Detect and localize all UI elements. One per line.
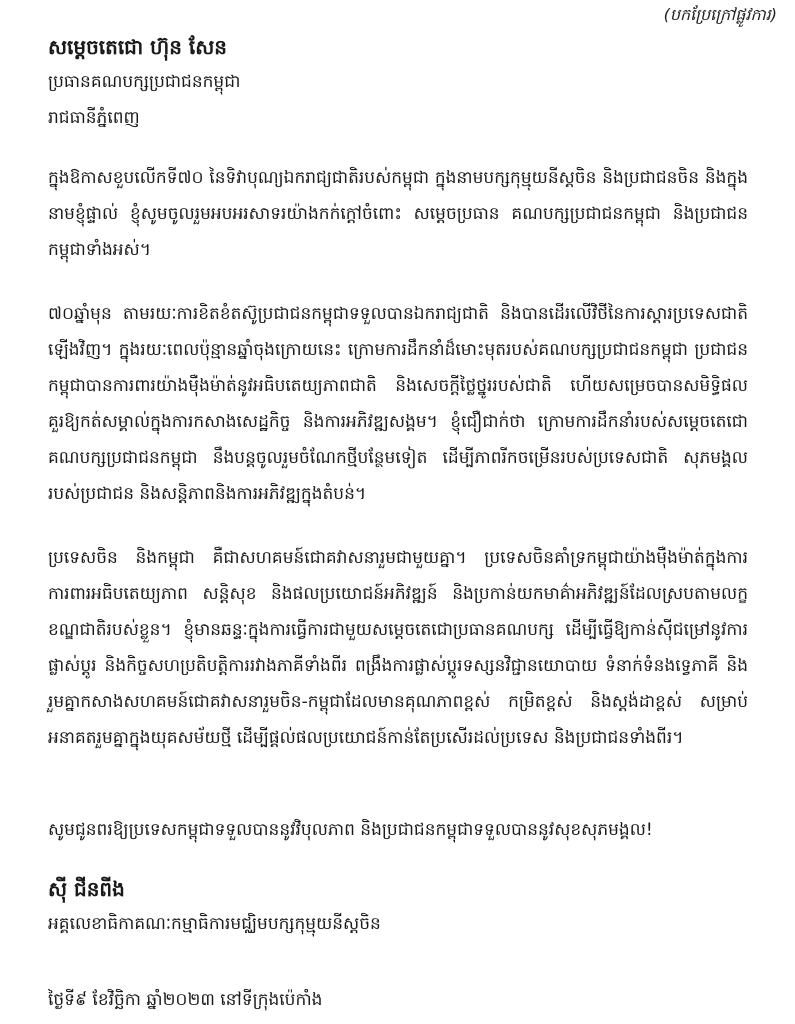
- closing-wish: សូមជូនពរឱ្យប្រទេសកម្ពុជាទទួលបាននូវវិបុលភាព និងប្រជាជនកម្ពុជាទទួលបាននូវសុខសុភមង្គល!: [48, 820, 653, 840]
- paragraph-history: ៧០ឆ្នាំមុន តាមរយៈការខិតខំតស៊ូប្រជាជនកម្ពុជាទទួលបានឯករាជ្យជាតិ និងបានដើរលើវិថីនៃការស្តារប្រទេសជាតិឡើងវិញ។ ក្នុងរយៈពេលប៉ុន្មានឆ្នាំចុងក្រោយនេះ ក្រោមការដឹកនាំដ៏មោះមុតរបស់គណបក្សប្រជាជនកម្ពុជា ប្រជាជនកម្ពុជាបានការពារយ៉ាងម៉ឺងម៉ាត់នូវអធិបតេយ្យភាពជាតិ និងសេចក្តីថ្លៃថ្នូររបស់ជាតិ ហើយសម្រេចបានសមិទ្ធិផលគួរឱ្យកត់សម្គាល់ក្នុងការកសាងសេដ្ឋកិច្ច និងការអភិវឌ្ឍសង្គម។ ខ្ញុំជឿជាក់ថា ក្រោមការដឹកនាំរបស់សម្តេចតេជោ គណបក្សប្រជាជនកម្ពុជា នឹងបន្តចូលរួមចំណែកថ្មីបន្ថែមទៀត ដើម្បីភាពរីកចម្រើនរបស់ប្រទេសជាតិ សុភមង្គលរបស់ប្រជាជន និងសន្តិភាពនិងការអភិវឌ្ឍក្នុងតំបន់។: [48, 304, 748, 504]
- date-place: ថ្ងៃទី៩ ខែវិច្ឆិកា ឆ្នាំ២០២៣ នៅទីក្រុងប៉េកាំង: [48, 990, 323, 1010]
- letter-body: [48, 160, 748, 784]
- signer-name: ស៊ី ជីនពីង: [48, 877, 125, 901]
- signature-block: [48, 872, 748, 942]
- addressee-title: ប្រធានគណបក្សប្រជាជនកម្ពុជា: [48, 72, 241, 92]
- addressee-block: [48, 30, 748, 136]
- translation-note: (បកប្រែក្រៅផ្លូវការ): [663, 5, 777, 24]
- paragraph-relations: ប្រទេសចិន និងកម្ពុជា គឺជាសហគមន៍ជោគវាសនារួមជាមួយគ្នា។ ប្រទេសចិនគាំទ្រកម្ពុជាយ៉ាងម៉ឺងម៉ាត់ក្នុងការការពារអធិបតេយ្យភាព សន្តិសុខ និងផលប្រយោជន៍អភិវឌ្ឍន៍ និងប្រកាន់យកមាគ៌ាអភិវឌ្ឍន៍ដែលស្របតាមលក្ខខណ្ឌជាតិរបស់ខ្លួន។ ខ្ញុំមានឆន្ទៈក្នុងការធ្វើការជាមួយសម្តេចតេជោប្រធានគណបក្ស ដើម្បីធ្វើឱ្យកាន់ស៊ីជម្រៅនូវការផ្លាស់ប្តូរ និងកិច្ចសហប្រតិបត្តិការរវាងភាគីទាំងពីរ ពង្រឹងការផ្លាស់ប្តូរទស្សនវិជ្ជានយោបាយ ទំនាក់ទំនងទ្វេភាគី និងរួមគ្នាកសាងសហគមន៍ជោគវាសនារួមចិន-កម្ពុជាដែលមានគុណភាពខ្ពស់ កម្រិតខ្ពស់ និងស្តង់ដាខ្ពស់ សម្រាប់អនាគតរួមគ្នាក្នុងយុគសម័យថ្មី ដើម្បីផ្តល់ផលប្រយោជន៍កាន់តែប្រសើរដល់ប្រទេស និងប្រជាជនទាំងពីរ។: [48, 548, 748, 748]
- paragraph-congratulations: ក្នុងឱកាសខួបលើកទី៧០ នៃទិវាបុណ្យឯករាជ្យជាតិរបស់កម្ពុជា ក្នុងនាមបក្សកុម្មុយនីស្តចិន និងប្រជាជនចិន និងក្នុងនាមខ្ញុំផ្ទាល់ ខ្ញុំសូមចូលរួមអបអរសាទរយ៉ាងកក់ក្តៅចំពោះ សម្តេចប្រធាន គណបក្សប្រជាជនកម្ពុជា និងប្រជាជនកម្ពុជាទាំងអស់។: [48, 168, 748, 260]
- addressee-name: សម្តេចតេជោ ហ៊ុន សែន: [48, 35, 227, 59]
- signer-title: អគ្គលេខាធិកាគណៈកម្មាធិការមជ្ឈិមបក្សកុម្មុយនីស្តចិន: [48, 914, 381, 934]
- addressee-location: រាជធានីភ្នំពេញ: [48, 108, 140, 128]
